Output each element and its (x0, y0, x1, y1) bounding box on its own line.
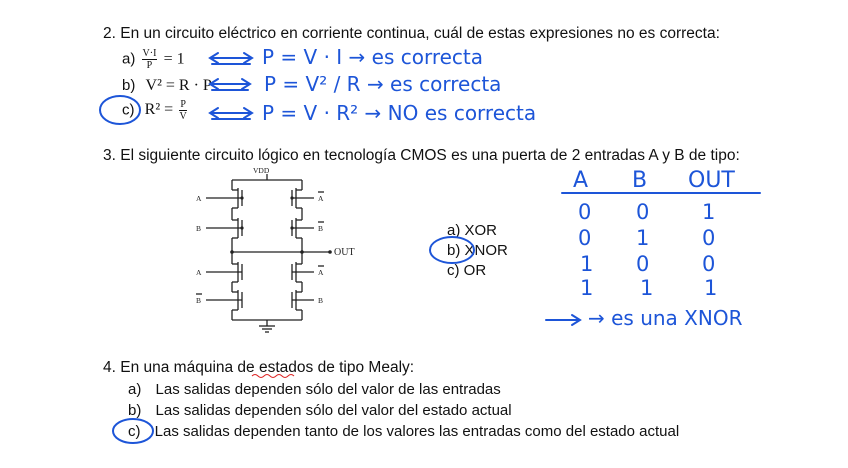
input-b-bar-label: B (196, 296, 202, 305)
q3-option-a: a) XOR (447, 222, 498, 239)
equation-lhs: R² = (144, 101, 174, 119)
truth-table-cell: 1 (636, 226, 650, 250)
input-b-label: B (318, 296, 324, 305)
question-4-title: 4. En una máquina de estados de tipo Mealy: (103, 359, 415, 376)
q4-option-a (128, 381, 501, 398)
input-a-bar-label: A (318, 268, 324, 277)
equation-rhs: = 1 (163, 50, 185, 68)
truth-table-cell: 0 (636, 252, 650, 276)
q3-option-c: c) OR (447, 262, 487, 279)
truth-table-cell: 1 (704, 276, 718, 300)
question-3-title: 3. El siguiente circuito lógico en tecnología CMOS es una puerta de 2 entradas A y B de tipo: (103, 147, 740, 164)
q4-option-b (128, 402, 512, 419)
out-label: OUT (334, 247, 355, 258)
q4-option-c (128, 423, 679, 440)
truth-table-header-out: OUT (688, 168, 735, 193)
option-label: c) (128, 423, 141, 440)
truth-table-cell: 0 (702, 226, 716, 250)
question-2-title: 2. En un circuito eléctrico en corriente continua, cuál de estas expresiones no es correcta: (103, 25, 720, 42)
truth-table-cell: 1 (702, 200, 716, 224)
q3-option-b: b) XNOR (447, 242, 508, 259)
truth-table-cell: 0 (578, 226, 592, 250)
truth-table-cell: 1 (580, 276, 594, 300)
truth-table-cell: 0 (578, 200, 592, 224)
truth-table-cell: 0 (702, 252, 716, 276)
spellcheck-underline (252, 375, 294, 378)
q2-note-3: P = V · R² → NO es correcta (262, 101, 537, 125)
equation: V² = R · P (145, 77, 212, 94)
truth-table-cell: 0 (636, 200, 650, 224)
fraction-numerator: P (180, 99, 186, 110)
fraction-denominator: V (179, 111, 187, 122)
q2-note-1: P = V · I → es correcta (262, 45, 484, 69)
input-b-label: B (196, 224, 202, 233)
input-a-bar-label: A (318, 194, 324, 203)
option-text: Las salidas dependen tanto de los valores las entradas como del estado actual (154, 423, 680, 440)
option-label: a) (122, 50, 136, 68)
truth-table-cell: 1 (580, 252, 594, 276)
fraction-numerator: V·I (142, 48, 157, 59)
truth-table-header-b: B (632, 168, 648, 193)
fraction-denominator: P (146, 60, 153, 71)
option-text: Las salidas dependen sólo del valor del estado actual (155, 402, 512, 419)
truth-table-header-a: A (573, 168, 589, 193)
option-text: Las salidas dependen sólo del valor de las entradas (155, 381, 501, 398)
option-label: b) (128, 402, 142, 419)
option-label: a) (128, 381, 142, 398)
input-a-label: A (196, 268, 202, 277)
q2-note-2: P = V² / R → es correcta (264, 72, 502, 96)
option-label: b) (122, 77, 136, 94)
vdd-label: VDD (253, 166, 270, 175)
option-label: c) (122, 101, 135, 119)
truth-table-cell: 1 (640, 276, 654, 300)
input-b-bar-label: B (318, 224, 324, 233)
input-a-label: A (196, 194, 202, 203)
truth-table-conclusion: → es una XNOR (588, 306, 743, 330)
